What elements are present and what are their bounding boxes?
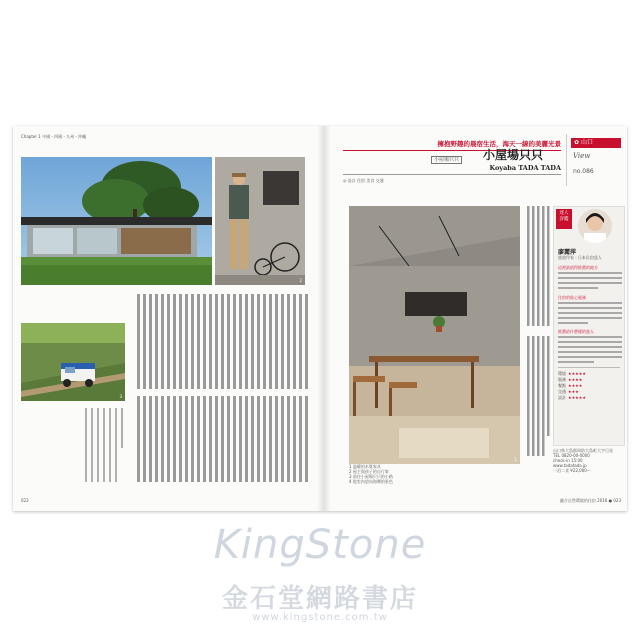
right-page-body-text [525, 206, 553, 464]
section-body-lines [558, 300, 622, 326]
left-page-header: Chapter 1 中國・四國・九州・沖繩 [21, 134, 87, 139]
address-line: check-in 15:00 [553, 458, 583, 463]
photo-number-1: 1 [514, 457, 517, 462]
reviewer-title: 旅遊作家 · 日本民宿達人 [558, 255, 602, 260]
region-tab [566, 134, 623, 186]
reviewer-badge [556, 209, 572, 229]
watermark-brand: KingStone [213, 522, 427, 568]
owner-portrait-photo [215, 157, 305, 285]
photo-number-2: 2 [299, 278, 302, 283]
rating-label: 環境 [558, 371, 566, 376]
region-name: 山口 [580, 139, 593, 146]
photo-number-3: 3 [119, 394, 122, 399]
reviewer-name: 廖麗萍 [558, 249, 577, 256]
rating-stars: ★★★★★ [568, 395, 586, 400]
rating-row [558, 395, 620, 401]
title-cn: 小屋場只只 [483, 148, 544, 162]
jeep-photo [21, 323, 125, 401]
title-en: Koyaba TADA TADA [489, 164, 561, 172]
magazine-spread [13, 126, 627, 511]
caption-line: 4 從室內望向海灣的景色 [349, 479, 393, 484]
title-divider [343, 174, 561, 175]
section-title: 這裡最值得推薦的地方 [558, 265, 598, 270]
address-line: 一泊二食 ¥22,000～ [553, 468, 591, 473]
section-body-lines [558, 334, 622, 364]
article-headline: 擁抱野趣的晨宿生活，海天一線的美麗光景 [437, 140, 561, 148]
category-label [431, 156, 462, 164]
section-title: 推薦給什麼樣的旅人 [558, 329, 594, 334]
address-block [553, 448, 623, 473]
reviewer-avatar [578, 209, 612, 243]
star-icon: ✿ [574, 139, 581, 146]
rating-label: 餐點 [558, 383, 566, 388]
region-label-box [571, 138, 621, 148]
entry-number: no.086 [573, 168, 594, 175]
info-line: ◎ 設計 住宿 美食 交通 [343, 178, 384, 183]
house-photo [21, 157, 212, 285]
rating-label: 設計 [558, 395, 566, 400]
address-line: 山口県大島郡周防大島町大字日見 [553, 448, 613, 453]
left-page-body-text [133, 294, 313, 484]
badge-top: 達人 [559, 211, 569, 216]
rating-label: 服務 [558, 377, 566, 382]
sidebar-section-3 [558, 329, 622, 368]
caption-line: 2 屋主與孩子的自行車 [349, 469, 389, 474]
rating-stars: ★★★★★ [568, 371, 586, 376]
rating-label: 交通 [558, 389, 566, 394]
rating-stars: ★★★★ [568, 383, 583, 388]
section-body-lines [558, 270, 622, 292]
section-title: 住宿的貼心服務 [558, 295, 586, 300]
interior-photo [349, 206, 520, 464]
right-page-footer: 融合自然環境的住宿 2016 ● 023 [559, 498, 621, 503]
caption-line: 1 溫暖的木質家具 [349, 464, 381, 469]
photo-captions [349, 464, 520, 484]
rating-stars: ★★★★ [568, 377, 583, 382]
watermark-store-name: 金石堂網路書店 [221, 584, 418, 614]
sidebar-section-2 [558, 295, 622, 330]
left-page-caption-text [21, 406, 125, 484]
ratings-box [558, 367, 620, 401]
left-page-number: 022 [21, 498, 29, 503]
category-text: 小屋場只只 [434, 157, 460, 163]
view-label: View [573, 152, 591, 160]
sidebar-section-1 [558, 265, 622, 296]
badge-bottom: 評鑑 [559, 217, 569, 222]
watermark-url: www.kingstone.com.tw [252, 612, 388, 623]
caption-line: 3 前往小屋場只只的小路 [349, 474, 393, 479]
rating-stars: ★★★ [568, 389, 579, 394]
book-gutter [317, 126, 331, 511]
reviewer-sidebar [553, 206, 625, 446]
address-line: TEL 0820-00-0000 [553, 453, 590, 458]
address-line: www.tadatada.jp [553, 463, 587, 468]
